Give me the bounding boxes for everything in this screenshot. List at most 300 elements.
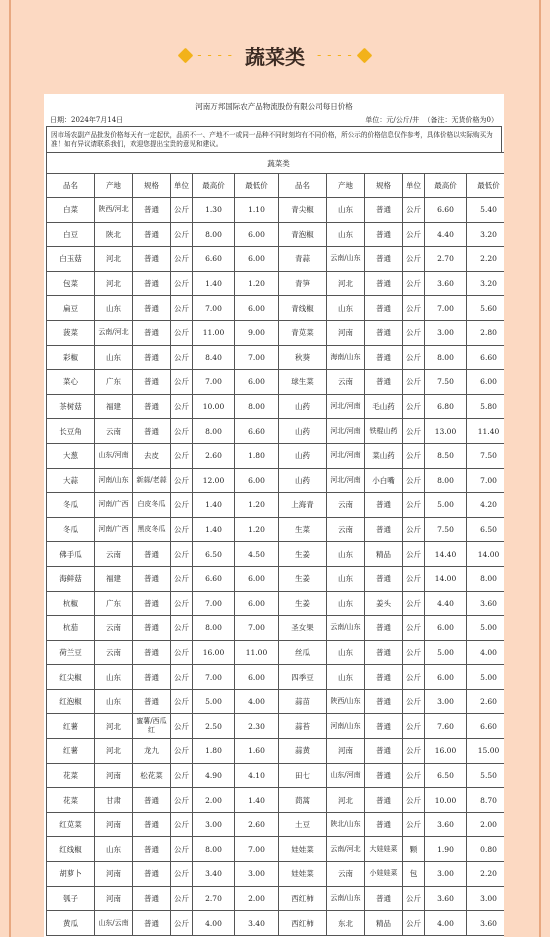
table-cell: 云南: [95, 616, 133, 641]
table-cell: 山东/河南: [327, 763, 365, 788]
column-header: 产地: [327, 174, 365, 198]
table-cell: 山东/河南: [95, 443, 133, 468]
table-cell: 青线椒: [279, 296, 327, 321]
table-cell: 2.80: [467, 320, 505, 345]
table-cell: 普通: [365, 296, 403, 321]
table-row: [47, 517, 505, 542]
table-cell: 4.00: [193, 911, 235, 936]
table-cell: 东北: [327, 911, 365, 936]
table-cell: 河南/广西: [95, 493, 133, 518]
table-cell: 茼蒿: [279, 788, 327, 813]
table-cell: 2.70: [193, 886, 235, 911]
table-cell: 山东: [327, 591, 365, 616]
table-row: [47, 566, 505, 591]
table-cell: 普通: [365, 739, 403, 764]
table-cell: 公斤: [403, 714, 425, 739]
table-cell: 青苋菜: [279, 320, 327, 345]
table-cell: 公斤: [171, 788, 193, 813]
table-row: [47, 739, 505, 764]
price-document: [44, 94, 504, 937]
table-cell: 精品: [365, 542, 403, 567]
table-cell: 1.90: [425, 837, 467, 862]
table-cell: 娃娃菜: [279, 862, 327, 887]
table-cell: 西红柿: [279, 911, 327, 936]
table-cell: 2.70: [425, 247, 467, 272]
table-cell: 公斤: [403, 247, 425, 272]
table-cell: 河南: [95, 812, 133, 837]
table-cell: 杭椒: [47, 591, 95, 616]
table-cell: 8.00: [467, 566, 505, 591]
table-cell: 7.00: [467, 468, 505, 493]
table-cell: 普通: [365, 517, 403, 542]
table-cell: 公斤: [171, 837, 193, 862]
column-header: 规格: [133, 174, 171, 198]
table-cell: 1.20: [235, 271, 279, 296]
table-cell: 生姜: [279, 542, 327, 567]
table-cell: 荷兰豆: [47, 640, 95, 665]
table-cell: 2.00: [467, 812, 505, 837]
table-cell: 1.60: [235, 739, 279, 764]
table-cell: 4.00: [425, 911, 467, 936]
table-cell: 公斤: [171, 616, 193, 641]
column-header: 单位: [403, 174, 425, 198]
table-cell: 13.00: [425, 419, 467, 444]
table-cell: 河北: [95, 714, 133, 739]
table-cell: 公斤: [403, 345, 425, 370]
table-cell: 普通: [365, 812, 403, 837]
table-row: [47, 591, 505, 616]
table-cell: 8.40: [193, 345, 235, 370]
table-row: [47, 443, 505, 468]
table-row: [47, 320, 505, 345]
column-header: 产地: [95, 174, 133, 198]
table-cell: 黑皮冬瓜: [133, 517, 171, 542]
table-cell: 蒜苗: [279, 689, 327, 714]
table-cell: 丝瓜: [279, 640, 327, 665]
table-cell: 公斤: [171, 911, 193, 936]
table-cell: 山东: [327, 566, 365, 591]
table-row: [47, 689, 505, 714]
column-header: 品名: [47, 174, 95, 198]
table-cell: 5.00: [467, 616, 505, 641]
table-cell: 山药: [279, 394, 327, 419]
table-cell: 胡萝卜: [47, 862, 95, 887]
table-cell: 2.00: [193, 788, 235, 813]
table-cell: 7.00: [425, 296, 467, 321]
section-title: 蔬菜类: [245, 44, 305, 69]
table-cell: 普通: [133, 271, 171, 296]
table-cell: 普通: [365, 198, 403, 223]
table-cell: 6.00: [467, 370, 505, 395]
table-cell: 瓠子: [47, 886, 95, 911]
table-cell: 山东: [95, 345, 133, 370]
table-cell: 白玉菇: [47, 247, 95, 272]
table-cell: 包: [403, 862, 425, 887]
table-cell: 公斤: [403, 419, 425, 444]
table-cell: 青蒜: [279, 247, 327, 272]
table-cell: 彩椒: [47, 345, 95, 370]
table-cell: 山东: [327, 296, 365, 321]
table-cell: 4.00: [235, 689, 279, 714]
table-cell: 6.60: [193, 566, 235, 591]
table-cell: 普通: [133, 542, 171, 567]
table-cell: 福建: [95, 394, 133, 419]
table-cell: 公斤: [171, 640, 193, 665]
table-cell: 普通: [365, 493, 403, 518]
table-cell: 土豆: [279, 812, 327, 837]
table-cell: 普通: [365, 714, 403, 739]
table-cell: 8.00: [193, 222, 235, 247]
table-cell: 6.60: [467, 345, 505, 370]
table-cell: 公斤: [171, 198, 193, 223]
table-cell: 4.40: [425, 222, 467, 247]
table-cell: 上海青: [279, 493, 327, 518]
table-cell: 3.40: [193, 862, 235, 887]
table-cell: 蜜薯/西瓜红: [133, 714, 171, 739]
table-cell: 去皮: [133, 443, 171, 468]
table-cell: 11.00: [193, 320, 235, 345]
table-cell: 河北: [95, 247, 133, 272]
table-cell: 7.00: [193, 591, 235, 616]
table-cell: 新蒜/老蒜: [133, 468, 171, 493]
table-cell: 山东: [327, 542, 365, 567]
table-cell: 大葱: [47, 443, 95, 468]
table-cell: 普通: [365, 616, 403, 641]
table-cell: 14.00: [467, 542, 505, 567]
table-cell: 山药: [279, 443, 327, 468]
column-header: 品名: [279, 174, 327, 198]
table-row: [47, 640, 505, 665]
table-cell: 云南: [95, 419, 133, 444]
table-cell: 云南: [327, 517, 365, 542]
table-row: [47, 468, 505, 493]
column-header: 最高价: [193, 174, 235, 198]
table-cell: 普通: [365, 345, 403, 370]
table-cell: 公斤: [403, 763, 425, 788]
table-cell: 1.20: [235, 493, 279, 518]
table-cell: 2.00: [235, 886, 279, 911]
table-cell: 7.00: [193, 296, 235, 321]
table-cell: 公斤: [403, 886, 425, 911]
table-cell: 西红柿: [279, 886, 327, 911]
table-cell: 3.00: [425, 689, 467, 714]
table-cell: 生姜: [279, 566, 327, 591]
table-cell: 11.00: [235, 640, 279, 665]
table-cell: 山东: [95, 689, 133, 714]
table-cell: 普通: [133, 689, 171, 714]
table-cell: 陕西/山东: [327, 689, 365, 714]
table-cell: 云南/山东: [327, 616, 365, 641]
section-header: [0, 30, 550, 80]
table-cell: 4.50: [235, 542, 279, 567]
column-header: 最低价: [467, 174, 505, 198]
table-cell: 公斤: [403, 739, 425, 764]
table-cell: 3.00: [425, 320, 467, 345]
table-cell: 普通: [133, 566, 171, 591]
table-cell: 公斤: [171, 247, 193, 272]
table-cell: 普通: [133, 640, 171, 665]
date-label: 日期：2024年7月14日: [50, 116, 124, 124]
table-cell: 广东: [95, 591, 133, 616]
table-cell: 冬瓜: [47, 493, 95, 518]
table-cell: 8.00: [425, 345, 467, 370]
table-cell: 7.00: [235, 345, 279, 370]
table-cell: 福建: [95, 566, 133, 591]
table-cell: 普通: [133, 616, 171, 641]
table-cell: 茶树菇: [47, 394, 95, 419]
table-cell: 普通: [133, 198, 171, 223]
table-cell: 红苋菜: [47, 812, 95, 837]
table-cell: 公斤: [403, 542, 425, 567]
table-cell: 白豆: [47, 222, 95, 247]
table-cell: 广东: [95, 370, 133, 395]
table-row: [47, 419, 505, 444]
table-cell: 公斤: [171, 763, 193, 788]
table-cell: 6.00: [235, 591, 279, 616]
table-cell: 普通: [133, 370, 171, 395]
table-cell: 公斤: [171, 394, 193, 419]
table-cell: 普通: [133, 222, 171, 247]
table-cell: 6.50: [425, 763, 467, 788]
table-cell: 普通: [133, 837, 171, 862]
table-cell: 12.00: [193, 468, 235, 493]
table-cell: 公斤: [171, 493, 193, 518]
table-cell: 公斤: [171, 566, 193, 591]
table-cell: 公斤: [403, 493, 425, 518]
table-cell: 4.20: [467, 493, 505, 518]
table-cell: 普通: [133, 591, 171, 616]
table-cell: 公斤: [171, 222, 193, 247]
table-cell: 公斤: [171, 739, 193, 764]
table-cell: 河北/河南: [327, 468, 365, 493]
table-cell: 河南: [327, 739, 365, 764]
table-cell: 2.50: [193, 714, 235, 739]
table-cell: 山东: [327, 222, 365, 247]
table-cell: 普通: [365, 788, 403, 813]
table-cell: 5.50: [467, 763, 505, 788]
table-cell: 山东: [327, 198, 365, 223]
table-row: [47, 493, 505, 518]
table-cell: 长豆角: [47, 419, 95, 444]
table-cell: 普通: [133, 665, 171, 690]
table-cell: 8.00: [193, 616, 235, 641]
table-cell: 公斤: [403, 665, 425, 690]
table-cell: 公斤: [171, 419, 193, 444]
table-row: [47, 886, 505, 911]
table-cell: 14.40: [425, 542, 467, 567]
table-cell: 公斤: [403, 812, 425, 837]
table-cell: 公斤: [171, 296, 193, 321]
table-row: [47, 665, 505, 690]
table-cell: 公斤: [171, 443, 193, 468]
table-cell: 生菜: [279, 517, 327, 542]
table-cell: 龙九: [133, 739, 171, 764]
table-cell: 公斤: [403, 370, 425, 395]
table-cell: 公斤: [171, 862, 193, 887]
table-cell: 公斤: [171, 714, 193, 739]
table-cell: 公斤: [403, 320, 425, 345]
table-cell: 普通: [365, 247, 403, 272]
table-cell: 15.00: [467, 739, 505, 764]
table-cell: 毛山药: [365, 394, 403, 419]
table-cell: 普通: [365, 665, 403, 690]
table-cell: 7.50: [425, 517, 467, 542]
table-cell: 8.70: [467, 788, 505, 813]
table-cell: 云南/山东: [327, 247, 365, 272]
table-cell: 河南: [95, 763, 133, 788]
table-cell: 3.60: [467, 591, 505, 616]
table-cell: 公斤: [171, 886, 193, 911]
table-row: [47, 616, 505, 641]
table-row: [47, 247, 505, 272]
table-cell: 杭茄: [47, 616, 95, 641]
table-row: [47, 542, 505, 567]
table-cell: 6.00: [425, 665, 467, 690]
table-cell: 5.80: [467, 394, 505, 419]
table-cell: 2.20: [467, 862, 505, 887]
table-cell: 10.00: [425, 788, 467, 813]
table-cell: 公斤: [171, 689, 193, 714]
table-cell: 小娃娃菜: [365, 862, 403, 887]
table-cell: 云南: [327, 862, 365, 887]
table-cell: 7.00: [235, 837, 279, 862]
table-cell: 普通: [365, 566, 403, 591]
table-cell: 云南: [95, 542, 133, 567]
table-cell: 青尖椒: [279, 198, 327, 223]
table-cell: 普通: [365, 763, 403, 788]
table-cell: 公斤: [403, 517, 425, 542]
table-cell: 姜头: [365, 591, 403, 616]
table-cell: 7.60: [425, 714, 467, 739]
table-row: [47, 198, 505, 223]
table-cell: 菠菜: [47, 320, 95, 345]
table-cell: 田七: [279, 763, 327, 788]
table-cell: 3.00: [193, 812, 235, 837]
table-row: [47, 862, 505, 887]
table-cell: 红线椒: [47, 837, 95, 862]
table-cell: 6.00: [235, 222, 279, 247]
table-row: [47, 714, 505, 739]
table-cell: 小白嘴: [365, 468, 403, 493]
table-cell: 花菜: [47, 763, 95, 788]
table-row: [47, 345, 505, 370]
table-cell: 6.50: [193, 542, 235, 567]
table-row: [47, 271, 505, 296]
table-cell: 公斤: [171, 345, 193, 370]
table-cell: 1.40: [193, 517, 235, 542]
table-row: [47, 812, 505, 837]
table-cell: 公斤: [171, 271, 193, 296]
table-cell: 山东: [95, 296, 133, 321]
table-cell: 普通: [133, 320, 171, 345]
table-cell: 5.00: [193, 689, 235, 714]
table-cell: 陕北: [95, 222, 133, 247]
table-cell: 普通: [365, 271, 403, 296]
table-cell: 普通: [133, 419, 171, 444]
table-cell: 1.40: [235, 788, 279, 813]
table-cell: 山药: [279, 468, 327, 493]
left-frame-line: [9, 0, 11, 937]
table-cell: 6.60: [425, 198, 467, 223]
table-cell: 河南: [95, 862, 133, 887]
table-cell: 云南: [327, 493, 365, 518]
diamond-left-icon: [178, 47, 194, 63]
table-cell: 1.20: [235, 517, 279, 542]
table-cell: 红尖椒: [47, 665, 95, 690]
table-cell: 包菜: [47, 271, 95, 296]
table-row: [47, 222, 505, 247]
table-cell: 生姜: [279, 591, 327, 616]
table-cell: 普通: [365, 370, 403, 395]
table-cell: 河北/河南: [327, 394, 365, 419]
table-cell: 6.60: [235, 419, 279, 444]
table-cell: 青泡椒: [279, 222, 327, 247]
table-cell: 公斤: [403, 271, 425, 296]
price-table-body: [47, 198, 505, 936]
table-cell: 6.50: [467, 517, 505, 542]
table-cell: 0.80: [467, 837, 505, 862]
table-cell: 公斤: [403, 468, 425, 493]
table-cell: 普通: [133, 911, 171, 936]
table-cell: 16.00: [193, 640, 235, 665]
table-cell: 3.00: [235, 862, 279, 887]
table-cell: 松花菜: [133, 763, 171, 788]
table-cell: 公斤: [171, 542, 193, 567]
unit-label: 单位：元/公斤/井: [365, 116, 420, 124]
table-cell: 公斤: [403, 911, 425, 936]
table-cell: 4.90: [193, 763, 235, 788]
table-cell: 6.60: [467, 714, 505, 739]
table-cell: 9.00: [235, 320, 279, 345]
table-cell: 7.50: [425, 370, 467, 395]
table-cell: 3.60: [425, 886, 467, 911]
table-cell: 普通: [365, 886, 403, 911]
table-cell: 普通: [133, 296, 171, 321]
table-cell: 陕北/山东: [327, 812, 365, 837]
table-cell: 蒜黄: [279, 739, 327, 764]
table-cell: 普通: [365, 689, 403, 714]
table-cell: 菜山药: [365, 443, 403, 468]
table-cell: 2.60: [467, 689, 505, 714]
column-header: 最低价: [235, 174, 279, 198]
table-cell: 普通: [365, 640, 403, 665]
table-cell: 3.60: [425, 271, 467, 296]
table-cell: 6.00: [235, 665, 279, 690]
table-cell: 云南/山东: [327, 886, 365, 911]
table-cell: 球生菜: [279, 370, 327, 395]
table-cell: 6.00: [235, 296, 279, 321]
table-cell: 花菜: [47, 788, 95, 813]
table-cell: 2.30: [235, 714, 279, 739]
table-cell: 海南/山东: [327, 345, 365, 370]
table-cell: 精品: [365, 911, 403, 936]
table-row: [47, 370, 505, 395]
table-cell: 河南/山东: [327, 714, 365, 739]
table-cell: 4.10: [235, 763, 279, 788]
table-cell: 公斤: [403, 616, 425, 641]
table-cell: 3.40: [235, 911, 279, 936]
table-row: [47, 911, 505, 936]
table-cell: 公斤: [403, 198, 425, 223]
table-cell: 河北: [95, 271, 133, 296]
table-cell: 娃娃菜: [279, 837, 327, 862]
dashes-left: - - - -: [197, 48, 233, 62]
table-cell: 圣女果: [279, 616, 327, 641]
table-cell: 山东/云南: [95, 911, 133, 936]
table-cell: 1.80: [193, 739, 235, 764]
table-cell: 6.00: [235, 247, 279, 272]
table-cell: 河北: [327, 788, 365, 813]
